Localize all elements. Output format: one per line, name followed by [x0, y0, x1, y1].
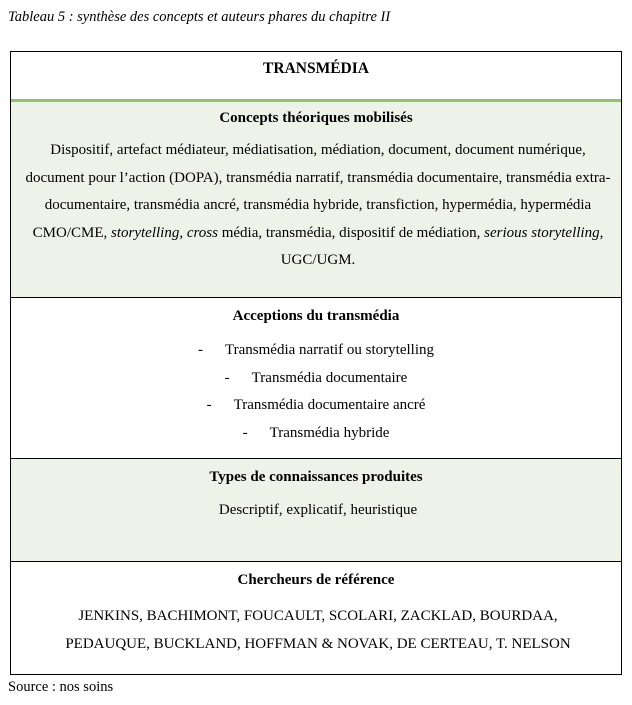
researchers-section — [11, 562, 621, 674]
concepts-text-part: média, transmédia, dispositif de médiation, — [217, 224, 485, 241]
concepts-italic-storytelling: storytelling — [111, 224, 180, 241]
bullet-dash: - — [242, 424, 248, 441]
acceptions-section — [11, 298, 621, 459]
list-item — [11, 392, 621, 420]
concepts-heading: Concepts théoriques mobilisés — [219, 110, 413, 126]
concepts-text-part: , UGC/UGM. — [280, 224, 604, 268]
knowledge-types-text: Descriptif, explicatif, heuristique — [218, 502, 418, 518]
concepts-section — [11, 102, 621, 298]
list-item-label: Transmédia narratif ou storytelling — [225, 342, 434, 358]
concepts-italic-cross: cross — [186, 224, 218, 241]
bullet-dash: - — [224, 369, 230, 386]
researchers-line-1: JENKINS, BACHIMONT, FOUCAULT, SCOLARI, ZACKLAD, BOURDAA, — [78, 608, 558, 624]
table-caption: Tableau 5 : synthèse des concepts et auteurs phares du chapitre II — [8, 9, 391, 25]
list-item — [11, 365, 621, 393]
bullet-dash: - — [206, 397, 212, 413]
knowledge-types-heading: Types de connaissances produites — [209, 469, 423, 485]
table-title: TRANSMÉDIA — [11, 52, 621, 102]
researchers-heading: Chercheurs de référence — [237, 572, 395, 588]
concepts-italic-serious-storytelling: serious storytelling — [484, 224, 600, 241]
list-item-label: Transmédia documentaire — [251, 369, 408, 386]
concepts-text-part: , — [179, 224, 187, 241]
list-item-label: Transmédia documentaire ancré — [233, 397, 426, 413]
researchers-line-2: PEDAUQUE, BUCKLAND, HOFFMAN & NOVAK, DE CERTEAU, T. NELSON — [65, 636, 571, 652]
list-item — [11, 420, 621, 448]
concepts-text-part: Dispositif, artefact médiateur, médiatisation, médiation, document, document numérique, document pour l’action (DOPA), transmédia narratif, transmédia documentaire, transmédia extra-documentaire, transmédia ancré, transmédia hybride, transfiction, hypermédia, hypermédia CMO/CME, — [25, 142, 611, 241]
bullet-dash: - — [198, 342, 203, 358]
list-item-label: Transmédia hybride — [269, 424, 390, 441]
source-note: Source : nos soins — [8, 679, 114, 695]
researchers-text — [21, 602, 615, 658]
concepts-text — [21, 137, 615, 275]
acceptions-list — [11, 337, 621, 447]
knowledge-types-section — [11, 459, 621, 562]
list-item — [11, 337, 621, 365]
acceptions-heading: Acceptions du transmédia — [232, 308, 400, 324]
synthesis-table — [10, 51, 622, 675]
